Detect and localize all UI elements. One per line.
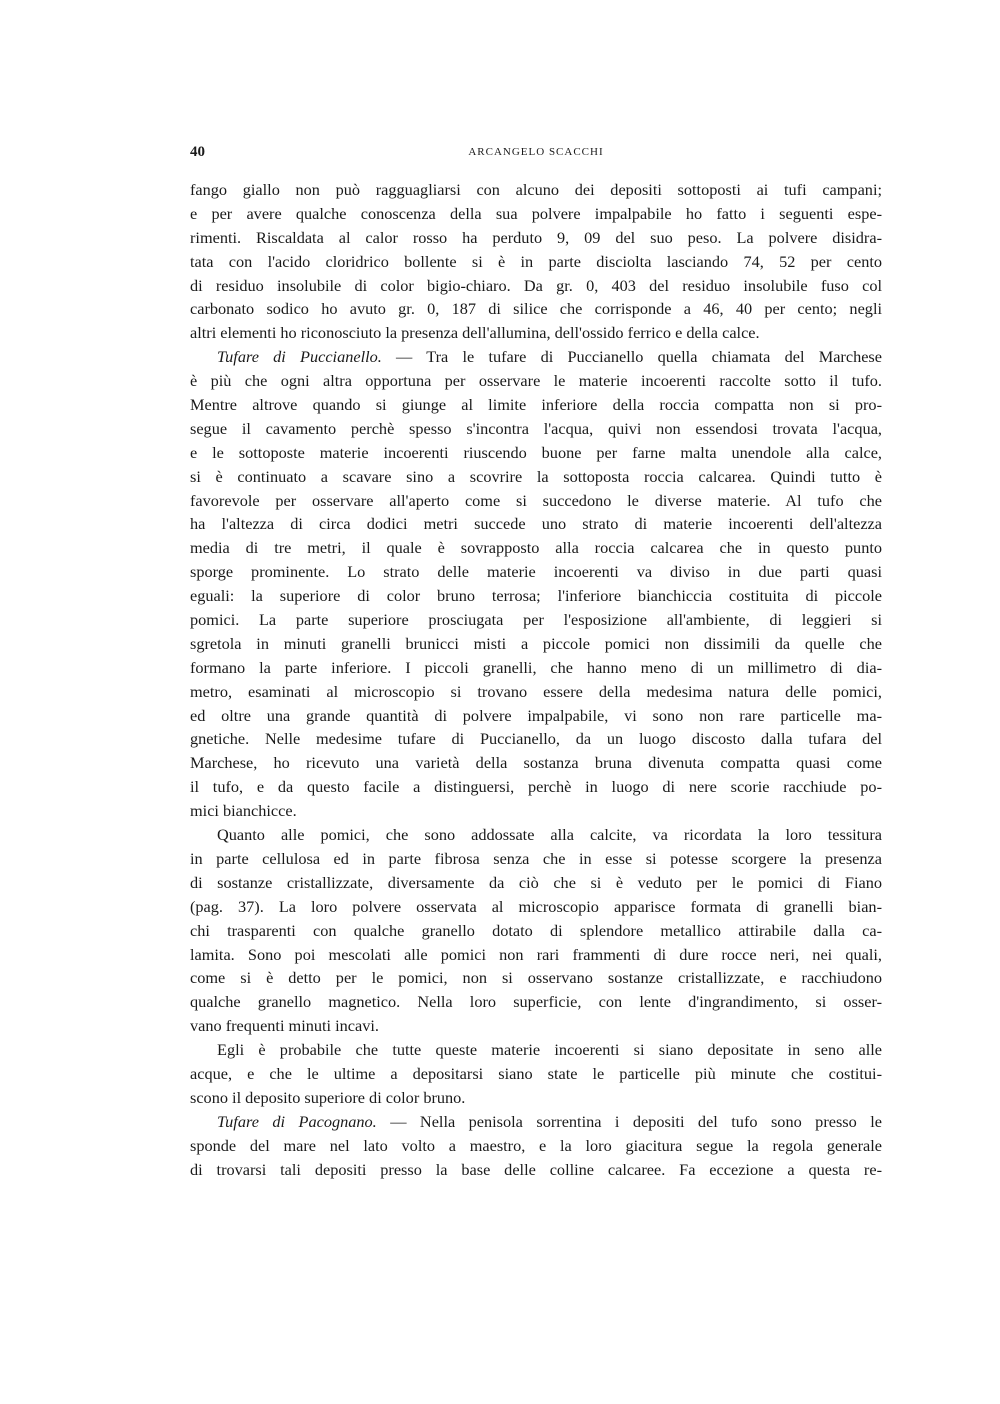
- line-text: sponde del mare nel lato volto a maestro, e la loro giacitura segue la regola generale: [190, 1135, 882, 1155]
- line-text: favorevole per osservare all'aperto come si succedono le diverse materie. Al tufo che: [190, 490, 882, 510]
- line-text: tata con l'acido cloridrico bollente si è in parte disciolta lasciando 74, 52 per cento: [190, 251, 882, 271]
- line-text: chi trasparenti con qualche granello dotato di splendore metallico attirabile dalla ca-: [190, 920, 882, 940]
- page-header: [190, 144, 882, 166]
- line-text: e le sottoposte materie incoerenti riuscendo buone per farne malta unendole alla calce,: [190, 442, 882, 462]
- line-text: ha l'altezza di circa dodici metri succede uno strato di materie incoerenti dell'altezza: [190, 514, 882, 534]
- line-text: (pag. 37). La loro polvere osservata al microscopio apparisce formata di granelli bian-: [190, 896, 882, 916]
- text-line: [190, 943, 882, 967]
- paragraph: [190, 1110, 882, 1182]
- line-text: carbonato sodico ho avuto gr. 0, 187 di silice che corrisponde a 46, 40 per cento; negli: [190, 299, 882, 319]
- text-line: [190, 632, 882, 656]
- line-text: sgretola in minuti granelli brunicci misti a piccole pomici non dissimili da quelle che: [190, 633, 882, 653]
- line-text: Egli è probabile che tutte queste materie incoerenti si siano depositate in seno alle: [217, 1040, 882, 1060]
- line-text: altri elementi ho riconosciuto la presenza dell'allumina, dell'ossido ferrico e della calce.: [190, 323, 760, 343]
- text-line: [190, 584, 882, 608]
- line-text: sporge prominente. Lo strato delle materie incoerenti va diviso in due parti quasi: [190, 562, 882, 582]
- paragraph: [190, 823, 882, 1038]
- line-text: metro, esaminati al microscopio si trovano essere della medesima natura delle pomici,: [190, 681, 882, 701]
- text-line: [190, 441, 882, 465]
- line-text: vano frequenti minuti incavi.: [190, 1016, 379, 1036]
- text-line: [190, 489, 882, 513]
- line-text: segue il cavamento perchè spesso s'incontra l'acqua, quivi non essendosi trovata l'acqua,: [190, 418, 882, 438]
- text-line: [190, 656, 882, 680]
- text-line: [190, 966, 882, 990]
- text-line: [190, 751, 882, 775]
- line-text: è più che ogni altra opportuna per osservare le materie incoerenti raccolte sotto il tufo.: [190, 371, 882, 391]
- text-line: [190, 608, 882, 632]
- text-line: [190, 274, 882, 298]
- line-text: mici bianchicce.: [190, 801, 297, 821]
- line-text: — Nella penisola sorrentina i depositi del tufo sono presso le: [376, 1111, 882, 1131]
- text-line: [190, 775, 882, 799]
- text-line: [190, 990, 882, 1014]
- paragraph: [190, 178, 882, 345]
- text-line: [190, 895, 882, 919]
- line-text: di sostanze cristallizzate, diversamente da ciò che si è veduto per le pomici di Fiano: [190, 872, 882, 892]
- line-text: lamita. Sono poi mescolati alle pomici non rari frammenti di dure rocce neri, nei quali,: [190, 944, 882, 964]
- line-text: gnetiche. Nelle medesime tufare di Puccianello, da un luogo discosto dalla tufara del: [190, 729, 882, 749]
- section-lead: Tufare di Puccianello.: [217, 347, 382, 367]
- text-line: [190, 1062, 882, 1086]
- text-line: [190, 919, 882, 943]
- text-line: [190, 1038, 882, 1062]
- text-line: [190, 369, 882, 393]
- line-text: Quanto alle pomici, che sono addossate alla calcite, va ricordata la loro tessitura: [217, 825, 882, 845]
- line-text: Marchese, ho ricevuto una varietà della sostanza bruna divenuta compatta quasi come: [190, 753, 882, 773]
- section-lead: Tufare di Pacognano.: [217, 1111, 377, 1131]
- paragraph: [190, 345, 882, 823]
- line-text: qualche granello magnetico. Nella loro superficie, con lente d'ingrandimento, si osser-: [190, 992, 882, 1012]
- text-line: [190, 393, 882, 417]
- line-text: in parte cellulosa ed in parte fibrosa senza che in esse si potesse scorgere la presenza: [190, 848, 882, 868]
- text-line: [190, 465, 882, 489]
- line-text: — Tra le tufare di Puccianello quella chiamata del Marchese: [381, 347, 882, 367]
- line-text: eguali: la superiore di color bruno terrosa; l'inferiore bianchiccia costituita di piccole: [190, 586, 882, 606]
- text-line: [190, 202, 882, 226]
- line-text: pomici. La parte superiore prosciugata per l'esposizione all'ambiente, di leggieri si: [190, 610, 882, 630]
- line-text: Mentre altrove quando si giunge al limite inferiore della roccia compatta non si pro-: [190, 395, 882, 415]
- text-line: [190, 1158, 882, 1182]
- text-line: [190, 1086, 882, 1110]
- text-line: [190, 536, 882, 560]
- running-head: ARCANGELO SCACCHI: [468, 146, 604, 158]
- line-text: ed oltre una grande quantità di polvere impalpabile, vi sono non rare particelle ma-: [190, 705, 882, 725]
- text-line: [190, 680, 882, 704]
- text-line: [190, 178, 882, 202]
- text-line: [190, 799, 882, 823]
- text-line: [190, 226, 882, 250]
- line-text: fango giallo non può ragguagliarsi con alcuno dei depositi sottoposti ai tufi campani;: [190, 180, 882, 199]
- line-text: e per avere qualche conoscenza della sua polvere impalpabile ho fatto i seguenti espe-: [190, 203, 882, 223]
- text-line: [190, 847, 882, 871]
- text-line: [190, 560, 882, 584]
- text-line: [190, 1134, 882, 1158]
- line-text: il tufo, e da questo facile a distinguersi, perchè in luogo di nere scorie racchiude po-: [190, 777, 882, 797]
- text-line: [190, 823, 882, 847]
- line-text: media di tre metri, il quale è sovrapposto alla roccia calcarea che in questo punto: [190, 538, 882, 558]
- paragraph: [190, 1038, 882, 1110]
- text-line: [190, 871, 882, 895]
- text-line: [190, 1110, 882, 1134]
- text-line: [190, 1014, 882, 1038]
- line-text: di residuo insolubile di color bigio-chiaro. Da gr. 0, 403 del residuo insolubile fuso col: [190, 275, 882, 295]
- body-text: [190, 178, 882, 1181]
- line-text: scono il deposito superiore di color bruno.: [190, 1087, 466, 1107]
- text-line: [190, 321, 882, 345]
- page-number: 40: [190, 144, 205, 160]
- text-line: [190, 704, 882, 728]
- text-line: [190, 417, 882, 441]
- line-text: come si è detto per le pomici, non si osservano sostanze cristallizzate, e racchiudono: [190, 968, 882, 988]
- line-text: si è continuato a scavare sino a scovrire la sottoposta roccia calcarea. Quindi tutto è: [190, 466, 882, 486]
- text-line: [190, 727, 882, 751]
- line-text: formano la parte inferiore. I piccoli granelli, che hanno meno di un millimetro di dia-: [190, 657, 882, 677]
- text-line: [190, 250, 882, 274]
- line-text: di trovarsi tali depositi presso la base delle colline calcaree. Fa eccezione a questa re-: [190, 1159, 882, 1179]
- text-line: [190, 512, 882, 536]
- line-text: acque, e che le ultime a depositarsi siano state le particelle più minute che costitui-: [190, 1063, 882, 1083]
- line-text: rimenti. Riscaldata al calor rosso ha perduto 9, 09 del suo peso. La polvere disidra-: [190, 227, 882, 247]
- text-line: [190, 297, 882, 321]
- text-line: [190, 345, 882, 369]
